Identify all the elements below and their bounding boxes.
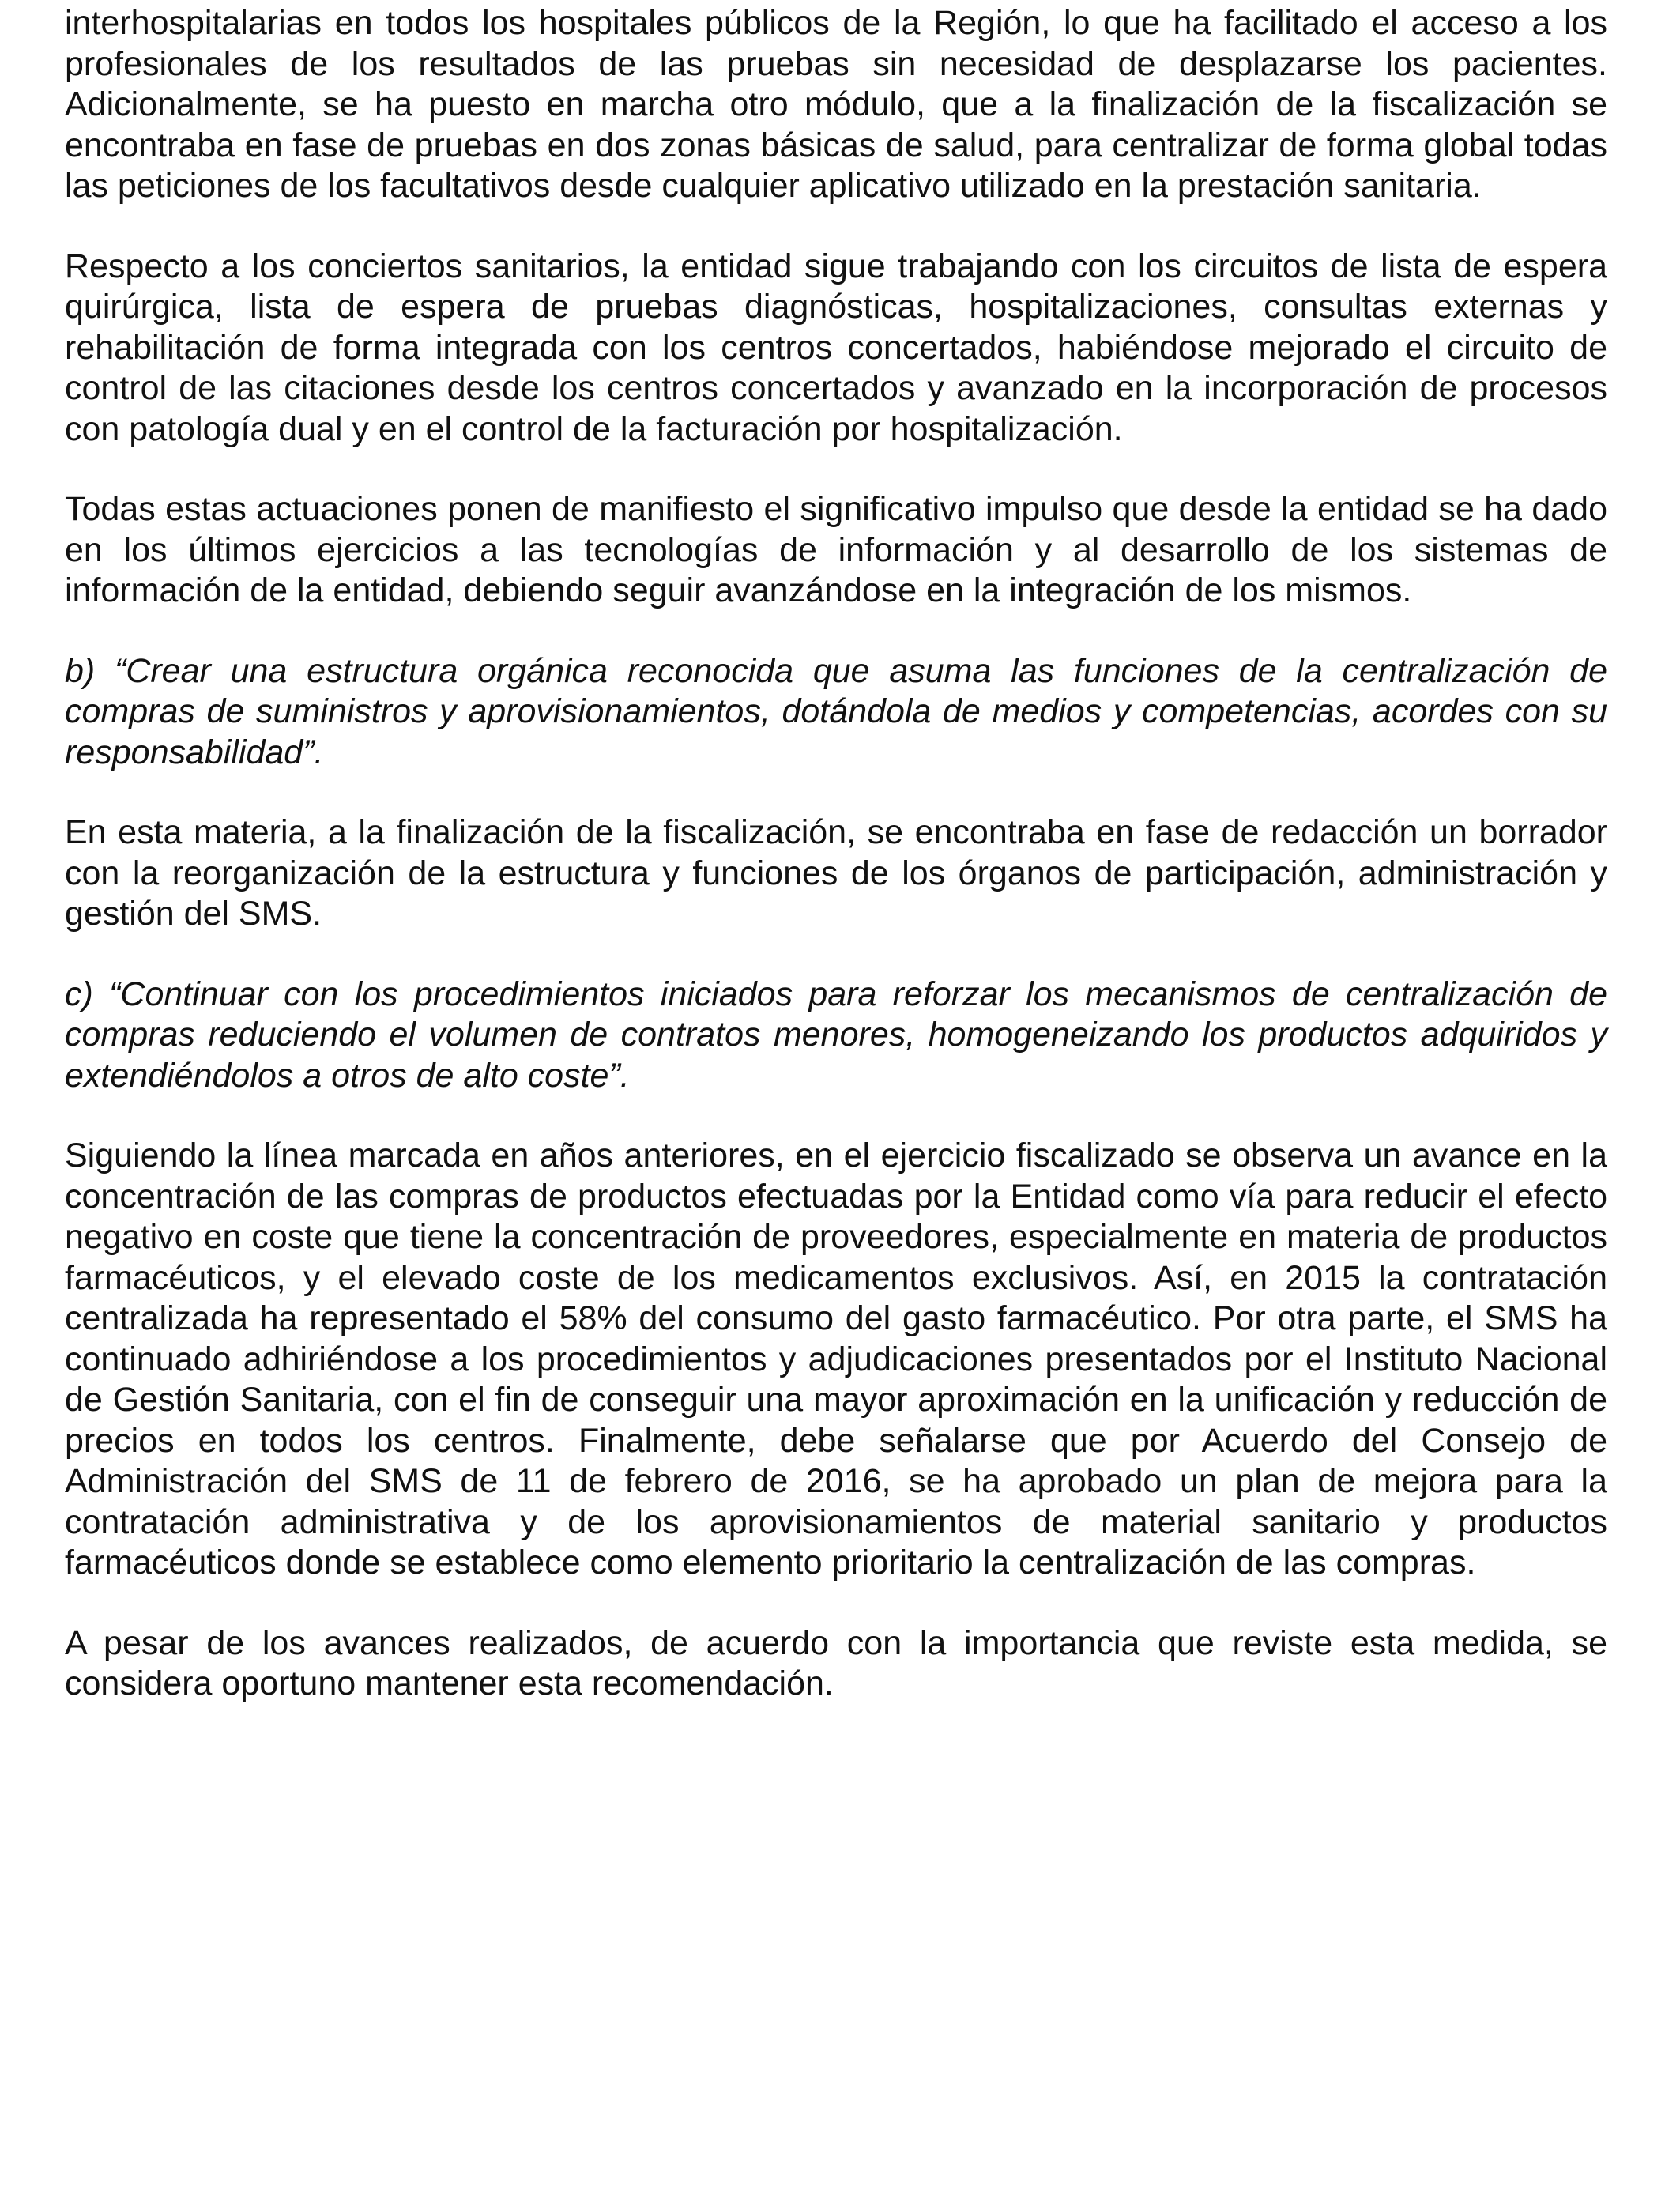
document-page [65,3,1607,1744]
paragraph-health-agreements: Respecto a los conciertos sanitarios, la entidad sigue trabajando con los circuitos de lista de espera quirúrgica, lista de espera de pruebas diagnósticas, hospitalizaciones, consultas externas y rehabilitación de forma integrada con los centros concertados, habiéndose mejorado el circuito de control de las citaciones desde los centros concertados y avanzado en la incorporación de procesos con patología dual y en el control de la facturación por hospitalización. [65,247,1607,448]
paragraph-organic-structure: En esta materia, a la finalización de la fiscalización, se encontraba en fase de redacción un borrador con la reorganización de la estructura y funciones de los órganos de participación, administración y gestión del SMS. [65,813,1607,933]
recommendation-b: b) “Crear una estructura orgánica reconocida que asuma las funciones de la centralización de compras de suministros y aprovisionamientos, dotándola de medios y competencias, acordes con su responsabilidad”. [65,651,1607,771]
paragraph-conclusion: A pesar de los avances realizados, de acuerdo con la importancia que reviste esta medida, se considera oportuno mantener esta recomendación. [65,1623,1607,1702]
recommendation-c: c) “Continuar con los procedimientos iniciados para reforzar los mecanismos de centralización de compras reduciendo el volumen de contratos menores, homogeneizando los productos adquiridos y extendiéndolos a otros de alto coste”. [65,974,1607,1095]
paragraph-purchase-centralization: Siguiendo la línea marcada en años anteriores, en el ejercicio fiscalizado se observa un avance en la concentración de las compras de productos efectuadas por la Entidad como vía para reducir el efecto negativo en coste que tiene la concentración de proveedores, especialmente en materia de productos farmacéuticos, y el elevado coste de los medicamentos exclusivos. Así, en 2015 la contratación centralizada ha representado el 58% del consumo del gasto farmacéutico. Por otra parte, el SMS ha continuado adhiriéndose a los procedimientos y adjudicaciones presentados por el Instituto Nacional de Gestión Sanitaria, con el fin de conseguir una mayor aproximación en la unificación y reducción de precios en todos los centros. Finalmente, debe señalarse que por Acuerdo del Consejo de Administración del SMS de 11 de febrero de 2016, se ha aprobado un plan de mejora para la contratación administrativa y de los aprovisionamientos de material sanitario y productos farmacéuticos donde se establece como elemento prioritario la centralización de las compras. [65,1137,1607,1581]
paragraph-information-technologies: Todas estas actuaciones ponen de manifiesto el significativo impulso que desde la entidad se ha dado en los últimos ejercicios a las tecnologías de información y al desarrollo de los sistemas de información de la entidad, debiendo seguir avanzándose en la integración de los mismos. [65,490,1607,609]
paragraph-laboratory-integration: interhospitalarias en todos los hospitales públicos de la Región, lo que ha facilitado el acceso a los profesionales de los resultados de las pruebas sin necesidad de desplazarse los pacientes. Adicionalmente, se ha puesto en marcha otro módulo, que a la finalización de la fiscalización se encontraba en fase de pruebas en dos zonas básicas de salud, para centralizar de forma global todas las peticiones de los facultativos desde cualquier aplicativo utilizado en la prestación sanitaria. [65,4,1607,205]
